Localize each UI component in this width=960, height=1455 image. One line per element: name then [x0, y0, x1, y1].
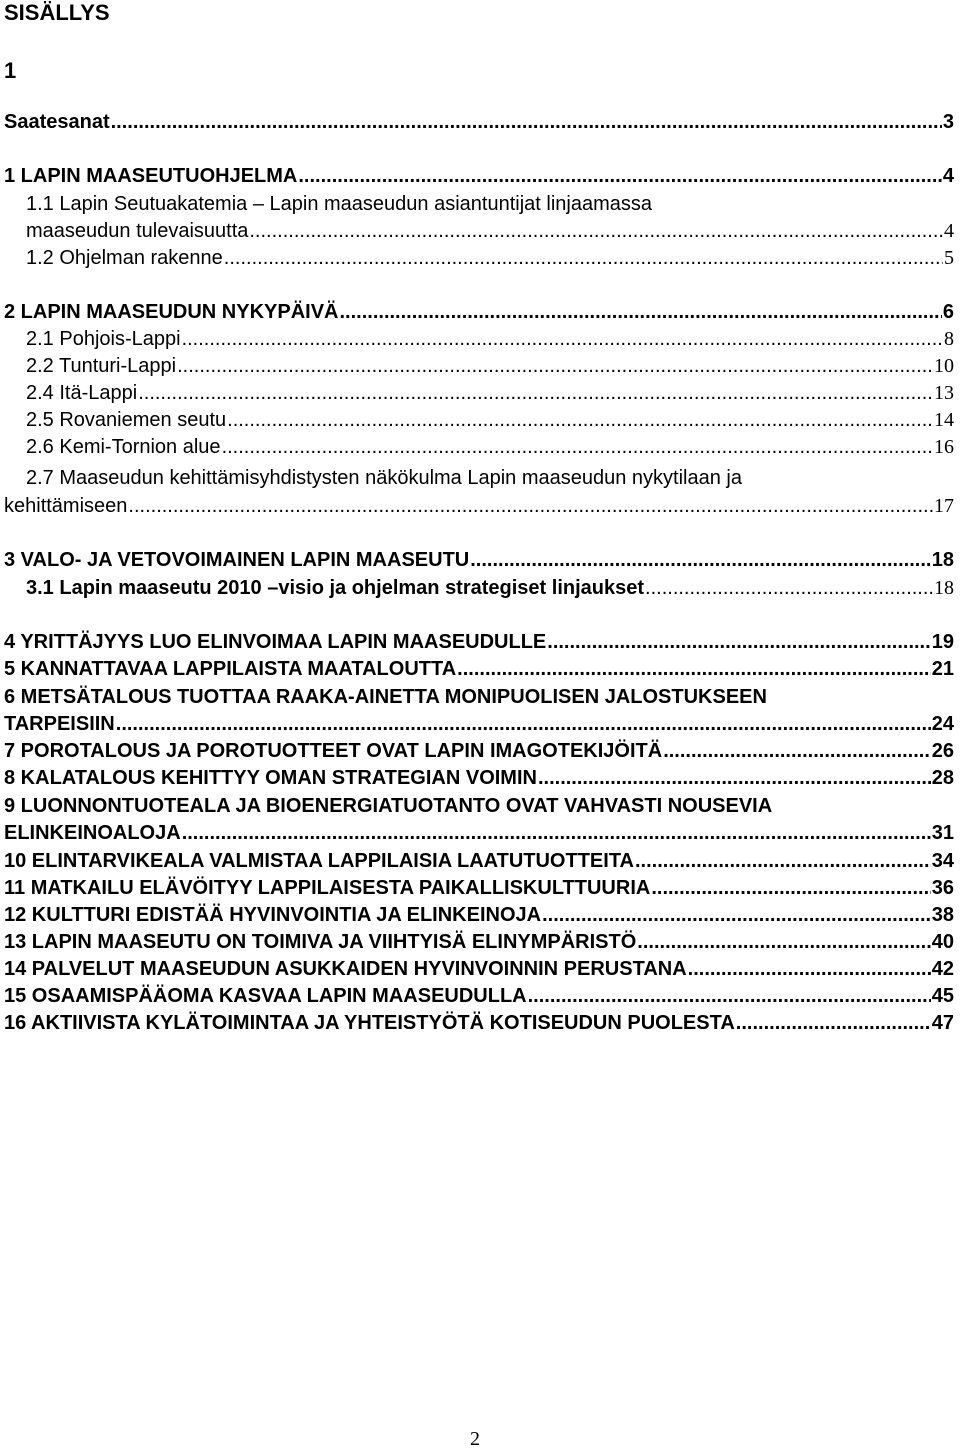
toc-entry-label: 15 OSAAMISPÄÄOMA KASVAA LAPIN MAASEUDULLA — [4, 985, 527, 1007]
toc-page-number: 45 — [931, 985, 954, 1007]
dot-leader — [651, 875, 930, 902]
dot-leader — [222, 434, 933, 461]
dot-leader — [227, 407, 933, 434]
toc-entry-label: 12 KULTTURI EDISTÄÄ HYVINVOINTIA JA ELINKEINOJA — [4, 904, 542, 926]
dot-leader — [138, 380, 933, 407]
toc-page-number: 3 — [942, 111, 954, 133]
toc-entry-ch6[interactable] — [4, 711, 954, 738]
dot-leader — [470, 547, 931, 574]
toc-entry-label: 13 LAPIN MAASEUTU ON TOIMIVA JA VIIHTYISÄ ELINYMPÄRISTÖ — [4, 931, 637, 953]
toc-entry-2-5[interactable] — [26, 407, 954, 434]
toc-page-number: 6 — [942, 301, 954, 323]
dot-leader — [298, 163, 942, 190]
toc-page-number: 36 — [931, 877, 954, 899]
toc-page-number: 42 — [931, 958, 954, 980]
toc-entry-2-2[interactable] — [26, 353, 954, 380]
dot-leader — [547, 629, 930, 656]
toc-entry-1-1-line1[interactable] — [26, 191, 652, 218]
toc-entry-label: 5 KANNATTAVAA LAPPILAISTA MAATALOUTTA — [4, 658, 457, 680]
dot-leader — [688, 956, 931, 983]
toc-entry-label: 16 AKTIIVISTA KYLÄTOIMINTAA JA YHTEISTYÖTÄ KOTISEUDUN PUOLESTA — [4, 1012, 735, 1034]
toc-entry-label: 9 LUONNONTUOTEALA JA BIOENERGIATUOTANTO OVAT VAHVASTI NOUSEVIA — [4, 795, 773, 817]
toc-page-number: 31 — [931, 822, 954, 844]
toc-entry-label: 11 MATKAILU ELÄVÖITYY LAPPILAISESTA PAIKALLISKULTTUURIA — [4, 877, 651, 899]
toc-entry-label: 2.7 Maaseudun kehittämisyhdistysten näkökulma Lapin maaseudun nykytilaan ja — [26, 467, 742, 489]
toc-entry-ch7[interactable] — [4, 738, 954, 765]
toc-page-number: 34 — [931, 850, 954, 872]
top-number: 1 — [4, 58, 17, 83]
page-number-footer: 2 — [470, 1428, 480, 1450]
dot-leader — [177, 353, 933, 380]
toc-entry-2-1[interactable] — [26, 326, 954, 353]
toc-page-number: 4 — [942, 165, 954, 187]
dot-leader — [111, 109, 942, 136]
dot-leader — [736, 1010, 931, 1037]
toc-entry-label: 8 KALATALOUS KEHITTYY OMAN STRATEGIAN VOIMIN — [4, 767, 537, 789]
toc-entry-ch16[interactable] — [4, 1010, 954, 1037]
toc-page-number: 40 — [931, 931, 954, 953]
toc-entry-label: Saatesanat — [4, 111, 110, 133]
toc-entry-3-1[interactable] — [26, 575, 954, 602]
dot-leader — [645, 575, 933, 602]
dot-leader — [542, 902, 931, 929]
toc-entry-ch4[interactable] — [4, 629, 954, 656]
dot-leader — [128, 493, 933, 520]
dot-leader — [538, 765, 931, 792]
toc-entry-ch10[interactable] — [4, 848, 954, 875]
toc-heading: SISÄLLYS — [4, 0, 110, 25]
toc-entry-1-2[interactable] — [26, 245, 954, 272]
toc-entry-label: 2.5 Rovaniemen seutu — [26, 409, 227, 431]
toc-entry-ch6-line1[interactable] — [4, 684, 767, 711]
dot-leader — [528, 983, 931, 1010]
toc-page-number: 18 — [931, 549, 954, 571]
toc-page-number: 28 — [931, 767, 954, 789]
toc-entry-label: 14 PALVELUT MAASEUDUN ASUKKAIDEN HYVINVOINNIN PERUSTANA — [4, 958, 687, 980]
toc-entry-ch3[interactable] — [4, 547, 954, 574]
toc-page-number: 10 — [934, 355, 954, 377]
toc-entry-label: 6 METSÄTALOUS TUOTTAA RAAKA-AINETTA MONIPUOLISEN JALOSTUKSEEN — [4, 686, 767, 708]
dot-leader — [224, 245, 943, 272]
toc-page-number: 24 — [931, 713, 954, 735]
toc-entry-label: 7 POROTALOUS JA POROTUOTTEET OVAT LAPIN IMAGOTEKIJÖITÄ — [4, 740, 663, 762]
dot-leader — [182, 326, 943, 353]
toc-entry-label: 2 LAPIN MAASEUDUN NYKYPÄIVÄ — [4, 301, 339, 323]
toc-entry-1-1[interactable] — [26, 218, 954, 245]
toc-page-number: 4 — [944, 220, 954, 242]
toc-entry-label: 4 YRITTÄJYYS LUO ELINVOIMAA LAPIN MAASEUDULLE — [4, 631, 547, 653]
toc-entry-label: 10 ELINTARVIKEALA VALMISTAA LAPPILAISIA LAATUTUOTTEITA — [4, 850, 634, 872]
toc-page-number: 38 — [931, 904, 954, 926]
dot-leader — [635, 848, 931, 875]
toc-page-number: 21 — [931, 658, 954, 680]
toc-page-number: 16 — [934, 436, 954, 458]
toc-entry-saatesanat[interactable] — [4, 109, 954, 136]
toc-page-number: 18 — [934, 577, 954, 599]
toc-entry-label: 1.2 Ohjelman rakenne — [26, 247, 223, 269]
toc-entry-ch13[interactable] — [4, 929, 954, 956]
toc-page-number: 13 — [934, 382, 954, 404]
toc-entry-ch8[interactable] — [4, 765, 954, 792]
toc-entry-ch12[interactable] — [4, 902, 954, 929]
toc-entry-label: 1.1 Lapin Seutuakatemia – Lapin maaseudun asiantuntijat linjaamassa — [26, 193, 652, 215]
toc-page-number: 17 — [934, 495, 954, 517]
toc-page-number: 47 — [931, 1012, 954, 1034]
dot-leader — [339, 299, 941, 326]
toc-entry-ch5[interactable] — [4, 656, 954, 683]
toc-entry-ch9[interactable] — [4, 820, 954, 847]
dot-leader — [249, 218, 943, 245]
toc-page-number: 14 — [934, 409, 954, 431]
toc-page-number: 8 — [944, 328, 954, 350]
toc-entry-ch9-line1[interactable] — [4, 793, 772, 820]
dot-leader — [663, 738, 931, 765]
toc-entry-label: 2.1 Pohjois-Lappi — [26, 328, 181, 350]
dot-leader — [637, 929, 930, 956]
toc-entry-label: maaseudun tulevaisuutta — [26, 220, 249, 242]
toc-page-number: 5 — [944, 247, 954, 269]
dot-leader — [457, 656, 931, 683]
toc-entry-label: ELINKEINOALOJA — [4, 822, 181, 844]
toc-entry-2-6[interactable] — [26, 434, 954, 461]
toc-entry-label: TARPEISIIN — [4, 713, 115, 735]
toc-entry-ch1[interactable] — [4, 163, 954, 190]
toc-entry-label: kehittämiseen — [4, 495, 128, 517]
toc-entry-label: 3.1 Lapin maaseutu 2010 –visio ja ohjelman strategiset linjaukset — [26, 577, 645, 599]
dot-leader — [182, 820, 931, 847]
toc-entry-ch11[interactable] — [4, 875, 954, 902]
toc-entry-2-7-line1[interactable] — [26, 465, 742, 492]
toc-entry-label: 2.2 Tunturi-Lappi — [26, 355, 177, 377]
toc-page-number: 19 — [931, 631, 954, 653]
dot-leader — [116, 711, 931, 738]
toc-entry-ch2[interactable] — [4, 299, 954, 326]
toc-entry-ch14[interactable] — [4, 956, 954, 983]
toc-entry-2-7[interactable] — [4, 493, 954, 520]
toc-entry-label: 2.6 Kemi-Tornion alue — [26, 436, 221, 458]
toc-entry-label: 3 VALO- JA VETOVOIMAINEN LAPIN MAASEUTU — [4, 549, 470, 571]
toc-entry-label: 1 LAPIN MAASEUTUOHJELMA — [4, 165, 298, 187]
toc-page-number: 26 — [931, 740, 954, 762]
toc-entry-ch15[interactable] — [4, 983, 954, 1010]
toc-entry-label: 2.4 Itä-Lappi — [26, 382, 138, 404]
toc-entry-2-4[interactable] — [26, 380, 954, 407]
